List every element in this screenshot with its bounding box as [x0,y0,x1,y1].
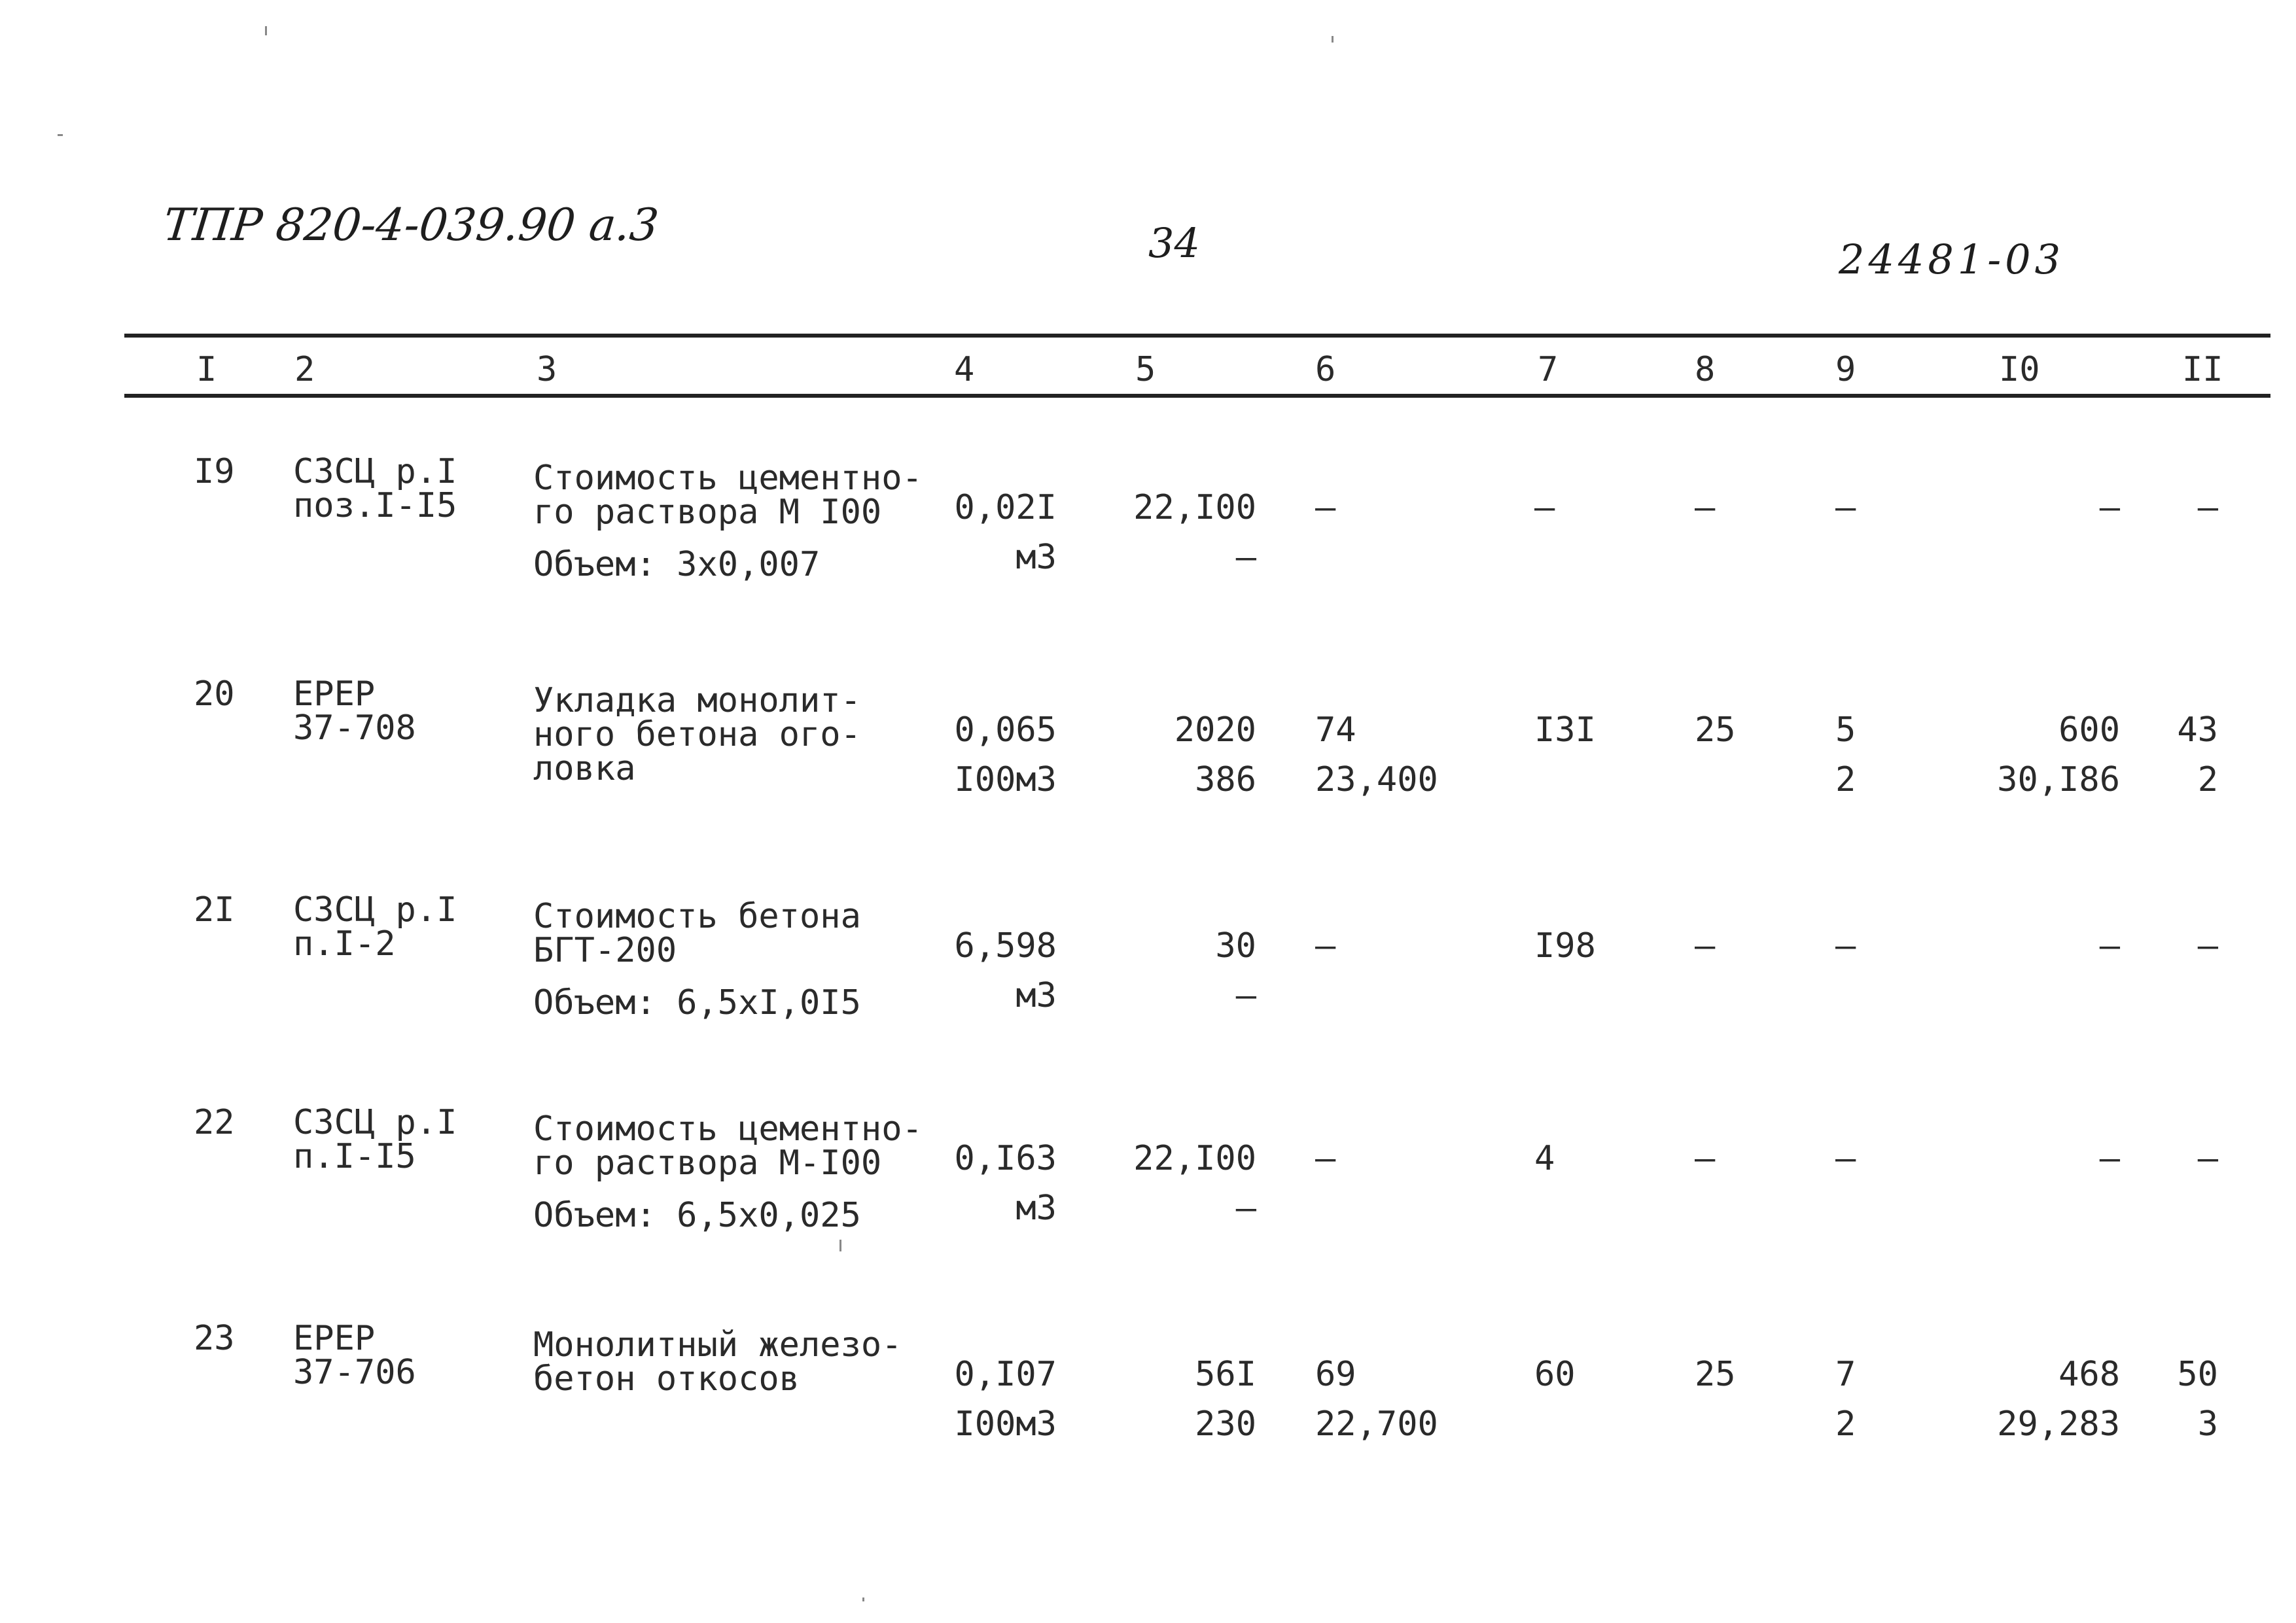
table-top-rule [124,334,2270,338]
rate-code-line: п.I-I5 [293,1137,416,1176]
description-line: ного бетона ого- [533,715,861,754]
row-number: 2I [194,890,235,930]
cost-cell-11: – [2197,1139,2218,1178]
row-number: 23 [194,1319,235,1358]
unit-cost-cell: 230 [1195,1405,1256,1444]
quantity-cell: I00м3 [954,760,1057,799]
cost-cell-6: 22,700 [1315,1405,1438,1444]
cost-cell-7: I3I [1534,710,1596,750]
cost-cell-6: – [1315,488,1336,527]
description-line: Стоимость цементно- [533,1109,923,1149]
cost-cell-9: – [1835,926,1856,966]
description-line: Стоимость цементно- [533,459,923,498]
description-line: БГТ-200 [533,931,677,970]
quantity-cell: м3 [1016,538,1057,577]
page-number: 34 [1148,219,1200,267]
rate-code-line: СЗСЦ р.I [293,452,457,491]
cost-cell-8: 25 [1695,710,1736,750]
rate-code-line: ЕРЕР [293,1319,376,1358]
cost-cell-11: – [2197,926,2218,966]
unit-cost-cell: 30 [1215,926,1256,966]
cost-cell-10: 600 [2058,710,2120,750]
unit-cost-cell: 22,I00 [1133,1139,1256,1178]
column-header-5: 5 [1135,350,1156,389]
rate-code-line: ЕРЕР [293,674,376,714]
description-line: ловка [533,749,636,788]
cost-cell-9: – [1835,1139,1856,1178]
column-header-9: 9 [1835,350,1856,389]
quantity-cell: 0,065 [954,710,1057,750]
cost-cell-11: 2 [2197,760,2218,799]
unit-cost-cell: – [1235,538,1256,577]
column-header-3: 3 [537,350,557,389]
scan-speck [839,1240,841,1251]
description-line: го раствора М-I00 [533,1143,882,1183]
unit-cost-cell: 2020 [1174,710,1256,750]
scan-speck [1332,36,1333,43]
cost-cell-9: 2 [1835,760,1856,799]
column-header-10: I0 [1999,350,2040,389]
cost-cell-8: – [1695,1139,1716,1178]
column-header-8: 8 [1695,350,1716,389]
unit-cost-cell: 56I [1195,1355,1256,1394]
quantity-cell: I00м3 [954,1405,1057,1444]
cost-cell-6: 74 [1315,710,1356,750]
cost-cell-8: – [1695,488,1716,527]
cost-cell-6: 23,400 [1315,760,1438,799]
rate-code-line: поз.I-I5 [293,486,457,525]
row-number: I9 [194,452,235,491]
header-bottom-rule [124,394,2270,398]
quantity-cell: 0,I07 [954,1355,1057,1394]
cost-cell-11: 3 [2197,1405,2218,1444]
unit-cost-cell: 22,I00 [1133,488,1256,527]
unit-cost-cell: 386 [1195,760,1256,799]
quantity-cell: 0,I63 [954,1139,1057,1178]
unit-cost-cell: – [1235,976,1256,1015]
unit-cost-cell: – [1235,1189,1256,1228]
description-line: Стоимость бетона [533,897,861,936]
cost-cell-10: 29,283 [1997,1405,2120,1444]
volume-formula: Объем: 6,5хI,0I5 [533,983,861,1022]
volume-formula: Объем: 6,5х0,025 [533,1196,861,1235]
sheet-code: 24481-03 [1839,236,2065,283]
scan-speck [862,1597,864,1601]
cost-cell-9: 7 [1835,1355,1856,1394]
cost-cell-7: I98 [1534,926,1596,966]
rate-code-line: СЗСЦ р.I [293,890,457,930]
cost-cell-8: 25 [1695,1355,1736,1394]
column-header-2: 2 [294,350,315,389]
cost-cell-10: – [2099,926,2120,966]
row-number: 22 [194,1103,235,1142]
quantity-cell: м3 [1016,1189,1057,1228]
cost-cell-8: – [1695,926,1716,966]
column-header-7: 7 [1538,350,1559,389]
rate-code-line: 37-706 [293,1353,416,1392]
scan-speck [58,134,63,136]
cost-cell-11: 50 [2177,1355,2218,1394]
cost-cell-10: – [2099,488,2120,527]
description-line: Монолитный железо- [533,1325,902,1365]
cost-cell-10: 30,I86 [1997,760,2120,799]
cost-cell-6: – [1315,926,1336,966]
cost-cell-6: – [1315,1139,1336,1178]
cost-cell-7: – [1534,488,1555,527]
column-header-4: 4 [954,350,975,389]
cost-cell-11: 43 [2177,710,2218,750]
cost-cell-6: 69 [1315,1355,1356,1394]
cost-cell-10: 468 [2058,1355,2120,1394]
description-line: Укладка монолит- [533,681,861,720]
rate-code-line: 37-708 [293,708,416,748]
rate-code-line: п.I-2 [293,924,396,964]
column-header-1: I [196,350,217,389]
description-line: бетон откосов [533,1359,800,1399]
cost-cell-11: – [2197,488,2218,527]
quantity-cell: 6,598 [954,926,1057,966]
column-header-11: II [2182,350,2223,389]
cost-cell-10: – [2099,1139,2120,1178]
cost-cell-9: 2 [1835,1405,1856,1444]
description-line: го раствора М I00 [533,493,882,532]
quantity-cell: 0,02I [954,488,1057,527]
rate-code-line: СЗСЦ р.I [293,1103,457,1142]
cost-cell-7: 4 [1534,1139,1555,1178]
cost-cell-9: 5 [1835,710,1856,750]
cost-cell-7: 60 [1534,1355,1576,1394]
column-header-6: 6 [1315,350,1336,389]
quantity-cell: м3 [1016,976,1057,1015]
scan-speck [265,26,267,35]
cost-cell-9: – [1835,488,1856,527]
row-number: 20 [194,674,235,714]
document-code: ТПР 820-4-039.90 а.3 [160,200,662,251]
volume-formula: Объем: 3х0,007 [533,545,821,584]
